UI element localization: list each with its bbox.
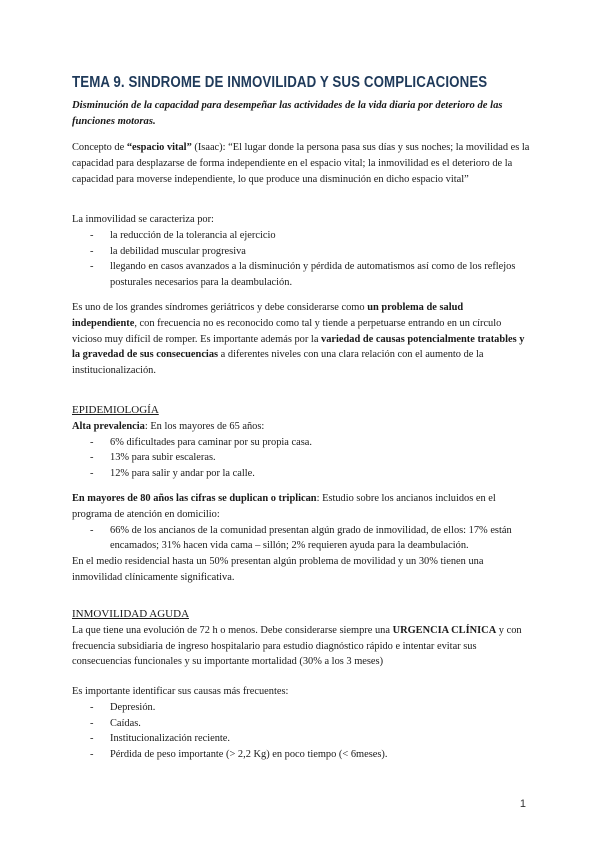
residential-paragraph: En el medio residencial hasta un 50% presentan algún problema de movilidad y un 30% tienen una inmovilidad clínicamente significativa. xyxy=(72,556,484,583)
acute-text-2: y con frecuencia subsidiaria de ingreso hospitalario para estudio diagnóstico rápido e intentar evitar sus consecuencias funcionales y su importante mortalidad (30% a los 3 meses) xyxy=(72,624,522,668)
subtitle: Disminución de la capacidad para desempeñar las actividades de la vida diaria por deterioro de las funciones motoras. xyxy=(72,100,503,127)
concept-paragraph xyxy=(72,140,530,187)
epidemiology-heading: EPIDEMIOLOGÍA xyxy=(72,404,159,416)
prevalence-rest: : En los mayores de 65 años: xyxy=(144,420,265,432)
prevalence-list xyxy=(72,435,530,482)
list-item: - 6% dificultades para caminar por su propia casa. xyxy=(72,435,530,451)
causes-section xyxy=(72,684,530,763)
concept-pre: Concepto de xyxy=(72,142,127,153)
acute-heading: INMOVILIDAD AGUDA xyxy=(72,608,190,620)
syndrome-bold-1: un problema de salud independiente xyxy=(72,302,464,329)
acute-section xyxy=(72,607,530,670)
syndrome-bold-2: variedad de causas potencialmente tratables y la gravedad de sus consecuencias xyxy=(72,333,525,361)
causes-list xyxy=(72,700,530,763)
over80-paragraph xyxy=(72,491,530,523)
list-item: - la reducción de la tolerancia al ejercicio xyxy=(72,228,530,244)
prevalence-line xyxy=(72,419,530,435)
over80-bold: En mayores de 80 años las cifras se duplican o triplican xyxy=(72,493,317,504)
over80-list xyxy=(72,523,530,555)
list-item: - Pérdida de peso importante (> 2,2 Kg) en poco tiempo (< 6meses). xyxy=(72,747,530,763)
causes-intro: Es importante identificar sus causas más frecuentes: xyxy=(72,686,289,697)
list-item: - Depresión. xyxy=(72,700,530,716)
over80-rest: : Estudio sobre los ancianos incluidos en el programa de atención en domicilio: xyxy=(72,493,496,520)
syndrome-text-3: a diferentes niveles con una clara relación con el aumento de la institucionalización. xyxy=(72,349,484,377)
syndrome-text-1: Es uno de los grandes síndromes geriátricos y debe considerarse como xyxy=(72,302,368,313)
page-number: 1 xyxy=(519,798,526,810)
page-title: TEMA 9. SINDROME DE INMOVILIDAD Y SUS COMPLICACIONES xyxy=(72,74,488,91)
syndrome-paragraph xyxy=(72,300,530,379)
list-item: - la debilidad muscular progresiva xyxy=(72,244,530,260)
list-item: - llegando en casos avanzados a la disminución y pérdida de automatismos así como de los reflejos posturales necesarios para la deambulación. xyxy=(72,259,530,291)
acute-text-1: La que tiene una evolución de 72 h o menos. Debe considerarse siempre una xyxy=(72,624,393,636)
list-item: - 13% para subir escaleras. xyxy=(72,450,530,466)
characterized-section xyxy=(72,212,530,291)
characterized-intro: La inmovilidad se caracteriza por: xyxy=(72,214,214,225)
list-item: - 12% para salir y andar por la calle. xyxy=(72,466,530,482)
over80-section xyxy=(72,491,530,586)
syndrome-text-2: , con frecuencia no es reconocido como tal y tiende a perpetuarse entrando en un círculo vicioso muy difícil de romper. Es importante además por la xyxy=(72,317,502,345)
epidemiology-section xyxy=(72,403,530,482)
concept-rest: (Isaac): “El lugar donde la persona pasa sus días y sus noches; la movilidad es la capacidad para desplazarse de forma independiente en el espacio vital; la inmovilidad es el deterioro de la capacidad para moverse independiente, lo que produce una disminución en dicho espacio vital” xyxy=(72,142,530,185)
list-item: - Institucionalización reciente. xyxy=(72,731,530,747)
concept-bold: “espacio vital” xyxy=(126,142,192,153)
characterized-list xyxy=(72,228,530,291)
acute-bold: URGENCIA CLÍNICA xyxy=(392,624,497,636)
list-item: - Caídas. xyxy=(72,716,530,732)
list-item: - 66% de los ancianos de la comunidad presentan algún grado de inmovilidad, de ellos: 17% están encamados; 31% hacen vida cama – sillón; 2% requieren ayuda para la deambulación. xyxy=(72,523,530,555)
prevalence-bold: Alta prevalencia xyxy=(72,420,145,432)
acute-paragraph xyxy=(72,623,530,670)
